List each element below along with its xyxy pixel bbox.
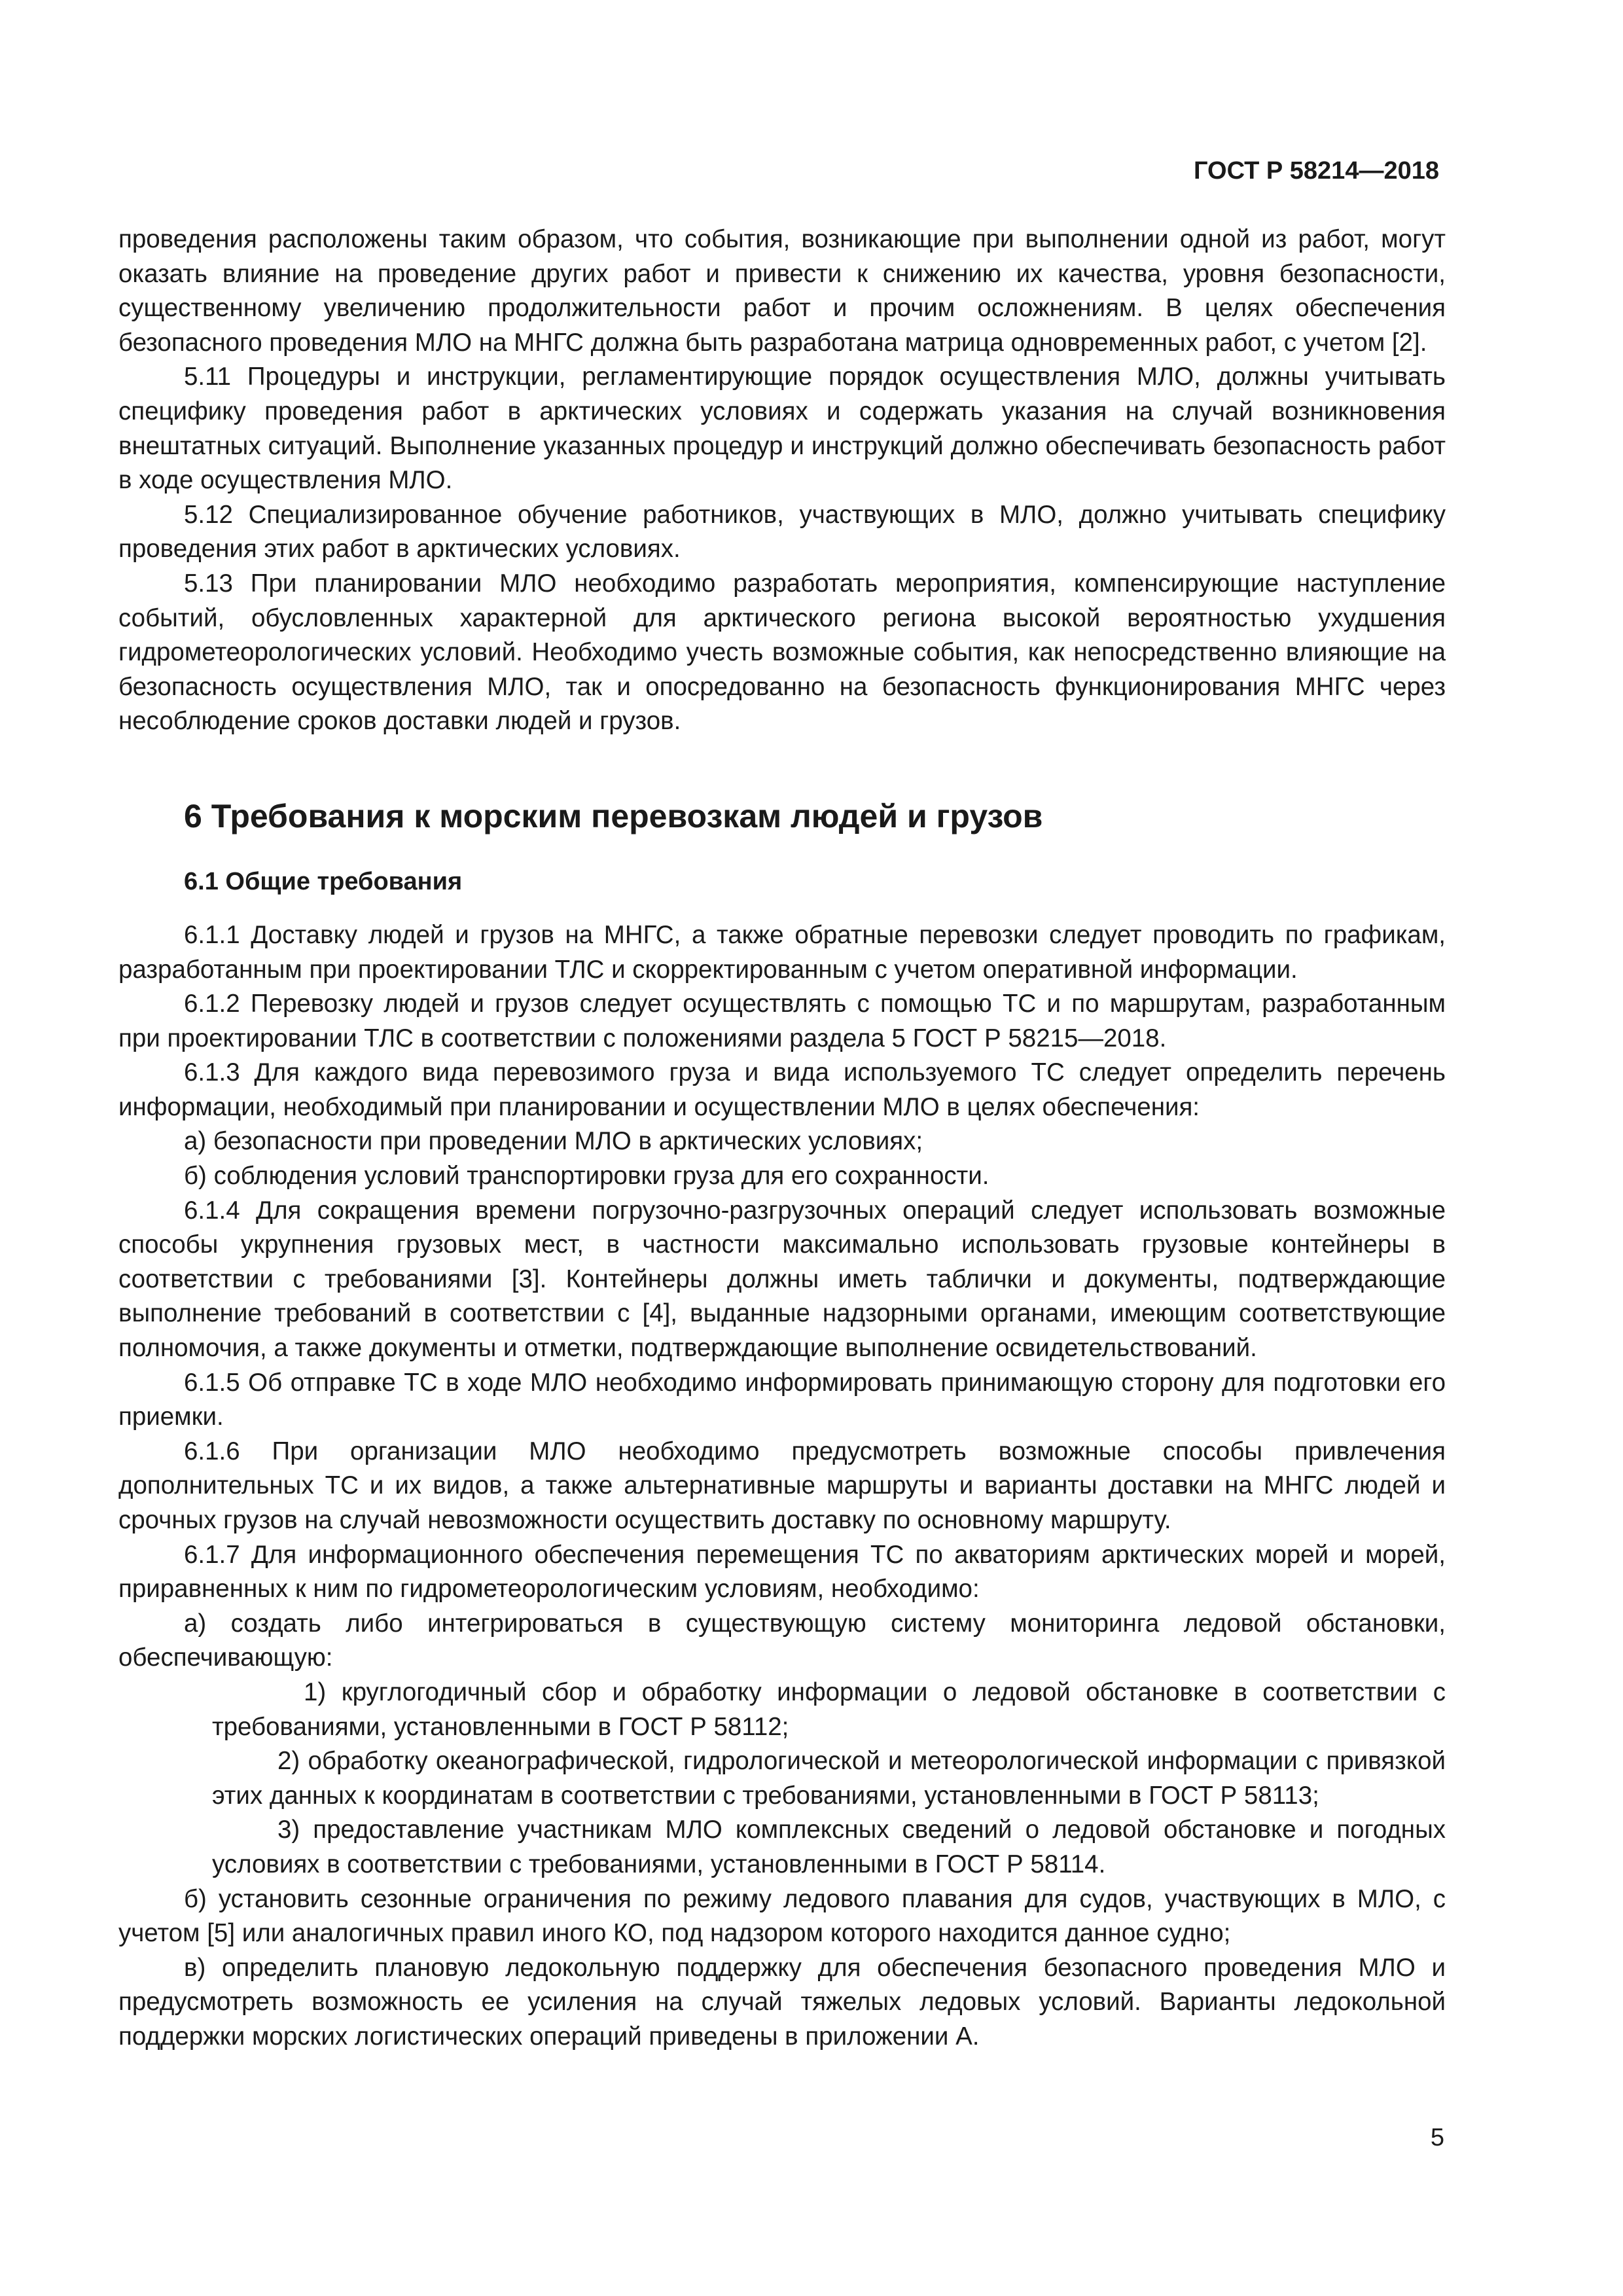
list-item-6-1-7-c: в) определить плановую ледокольную поддержку для обеспечения безопасного проведения МЛО и предусмотреть возможность ее усиления на случай тяжелых ледовых условий. Варианты ледокольной поддержки морских логистических операций приведены в приложении А.: [118, 1953, 1446, 2051]
sublist-item-2: 2) обработку океанографической, гидрологической и метеорологической информации с привязкой этих данных к координатам в соответствии с требованиями, установленными в ГОСТ Р 58113;: [212, 1747, 1446, 1810]
paragraph-5-13: 5.13 При планировании МЛО необходимо разработать мероприятия, компенсирующие наступление событий, обусловленных характерной для арктического региона высокой вероятностью ухудшения гидрометеорологических условий. Необходимо учесть возможные события, как непосредственно влияющие на безопасность осуществления МЛО, так и опосредованно на безопасность функционирования МНГС через несоблюдение сроков доставки людей и грузов.: [118, 569, 1446, 736]
paragraph-6-1-2: 6.1.2 Перевозку людей и грузов следует осуществлять с помощью ТС и по маршрутам, разработанным при проектировании ТЛС в соответствии с положениями раздела 5 ГОСТ Р 58215—2018.: [118, 990, 1446, 1052]
list-item-6-1-7-a: а) создать либо интегрироваться в существующую систему мониторинга ледовой обстановки, обеспечивающую:: [118, 1609, 1446, 1672]
list-item-6-1-3-b: б) соблюдения условий транспортировки груза для его сохранности.: [184, 1162, 990, 1191]
sublist-item-1: 1) круглогодичный сбор и обработку информации о ледовой обстановке в соответствии с требованиями, установленными в ГОСТ Р 58112;: [212, 1677, 1446, 1741]
subsection-title: 6.1 Общие требования: [184, 867, 463, 895]
list-item-6-1-7-b: б) установить сезонные ограничения по режиму ледового плавания для судов, участвующих в МЛО, с учетом [5] или аналогичных правил иного КО, под надзором которого находится данное судно;: [118, 1884, 1446, 1948]
paragraph-6-1-7: 6.1.7 Для информационного обеспечения перемещения ТС по акваториям арктических морей и морей, приравненных к ним по гидрометеорологическим условиям, необходимо:: [118, 1540, 1446, 1604]
section-title: 6 Требования к морским перевозкам людей и грузов: [184, 797, 1043, 834]
paragraph-5-11: 5.11 Процедуры и инструкции, регламентирующие порядок осуществления МЛО, должны учитывать специфику проведения работ в арктических условиях и содержать указания на случай возникновения внештатных ситуаций. Выполнение указанных процедур и инструкций должно обеспечивать безопасность работ в ходе осуществления МЛО.: [118, 363, 1446, 495]
paragraph-6-1-1: 6.1.1 Доставку людей и грузов на МНГС, а также обратные перевозки следует проводить по графикам, разработанным при проектировании ТЛС и скорректированным с учетом оперативной информации.: [118, 920, 1446, 984]
paragraph-6-1-3: 6.1.3 Для каждого вида перевозимого груза и вида используемого ТС следует определить перечень информации, необходимый при планировании и осуществлении МЛО в целях обеспечения:: [118, 1058, 1446, 1121]
document-header: ГОСТ Р 58214—2018: [1194, 157, 1439, 185]
list-item-6-1-3-a: а) безопасности при проведении МЛО в арктических условиях;: [184, 1127, 923, 1156]
page-content: [118, 223, 1446, 2054]
paragraph-6-1-4: 6.1.4 Для сокращения времени погрузочно-разгрузочных операций следует использовать возможные способы укрупнения грузовых мест, в частности максимально использовать грузовые контейнеры в соответствии с требованиями [3]. Контейнеры должны иметь таблички и документы, подтверждающие выполнение требований в соответствии с [4], выданные надзорными органами, имеющим соответствующие полномочия, а также документы и отметки, подтверждающие выполнение освидетельствований.: [118, 1196, 1446, 1363]
sublist-item-3: 3) предоставление участникам МЛО комплексных сведений о ледовой обстановке и погодных условиях в соответствии с требованиями, установленными в ГОСТ Р 58114.: [212, 1816, 1446, 1878]
paragraph-5-12: 5.12 Специализированное обучение работников, участвующих в МЛО, должно учитывать специфику проведения этих работ в арктических условиях.: [118, 500, 1446, 564]
paragraph-6-1-5: 6.1.5 Об отправке ТС в ходе МЛО необходимо информировать принимающую сторону для подготовки его приемки.: [118, 1368, 1446, 1431]
paragraph-continuation: проведения расположены таким образом, что события, возникающие при выполнении одной из работ, могут оказать влияние на проведение других работ и привести к снижению их качества, уровня безопасности, существенному увеличению продолжительности работ и прочим осложнениям. В целях обеспечения безопасного проведения МЛО на МНГС должна быть разработана матрица одновременных работ, с учетом [2].: [118, 225, 1446, 357]
paragraph-6-1-6: 6.1.6 При организации МЛО необходимо предусмотреть возможные способы привлечения дополнительных ТС и их видов, а также альтернативные маршруты и варианты доставки на МНГС людей и срочных грузов на случай невозможности осуществить доставку по основному маршруту.: [118, 1437, 1446, 1534]
page-number: 5: [1430, 2124, 1444, 2151]
